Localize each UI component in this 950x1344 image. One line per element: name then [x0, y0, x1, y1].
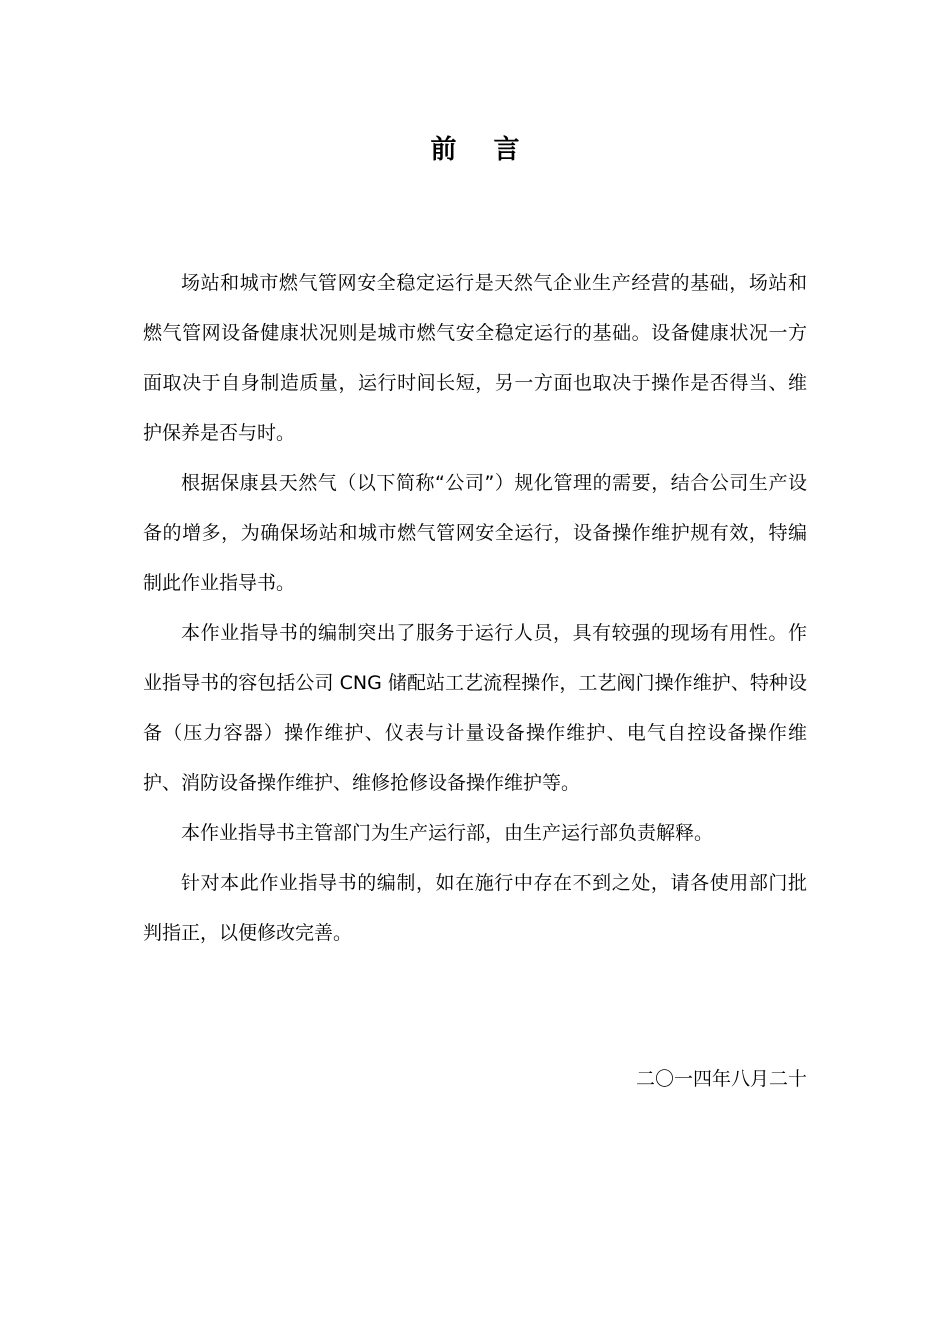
page-title: 前 言 [430, 135, 534, 165]
document-date: 二〇一四年八月二十 [635, 1068, 807, 1090]
preface-body [143, 258, 807, 958]
paragraph-3: 本作业指导书的编制突出了服务于运行人员，具有较强的现场有用性。作业指导书的容包括公司 CNG 储配站工艺流程操作，工艺阀门操作维护、特种设备（压力容器）操作维护、仪表与计量设备操作维护、电气自控设备操作维护、消防设备操作维护、维修抢修设备操作维护等。 [143, 622, 807, 794]
paragraph-4: 本作业指导书主管部门为生产运行部，由生产运行部负责解释。 [181, 822, 714, 844]
paragraph-2: 根据保康县天然气（以下简称“公司”）规化管理的需要，结合公司生产设备的增多，为确保场站和城市燃气管网安全运行，设备操作维护规有效，特编制此作业指导书。 [143, 472, 807, 594]
paragraph-1: 场站和城市燃气管网安全稳定运行是天然气企业生产经营的基础，场站和燃气管网设备健康状况则是城市燃气安全稳定运行的基础。设备健康状况一方面取决于自身制造质量，运行时间长短，另一方面也取决于操作是否得当、维护保养是否与时。 [143, 272, 807, 444]
paragraph-5: 针对本此作业指导书的编制，如在施行中存在不到之处，请各使用部门批判指正，以便修改完善。 [143, 872, 807, 944]
